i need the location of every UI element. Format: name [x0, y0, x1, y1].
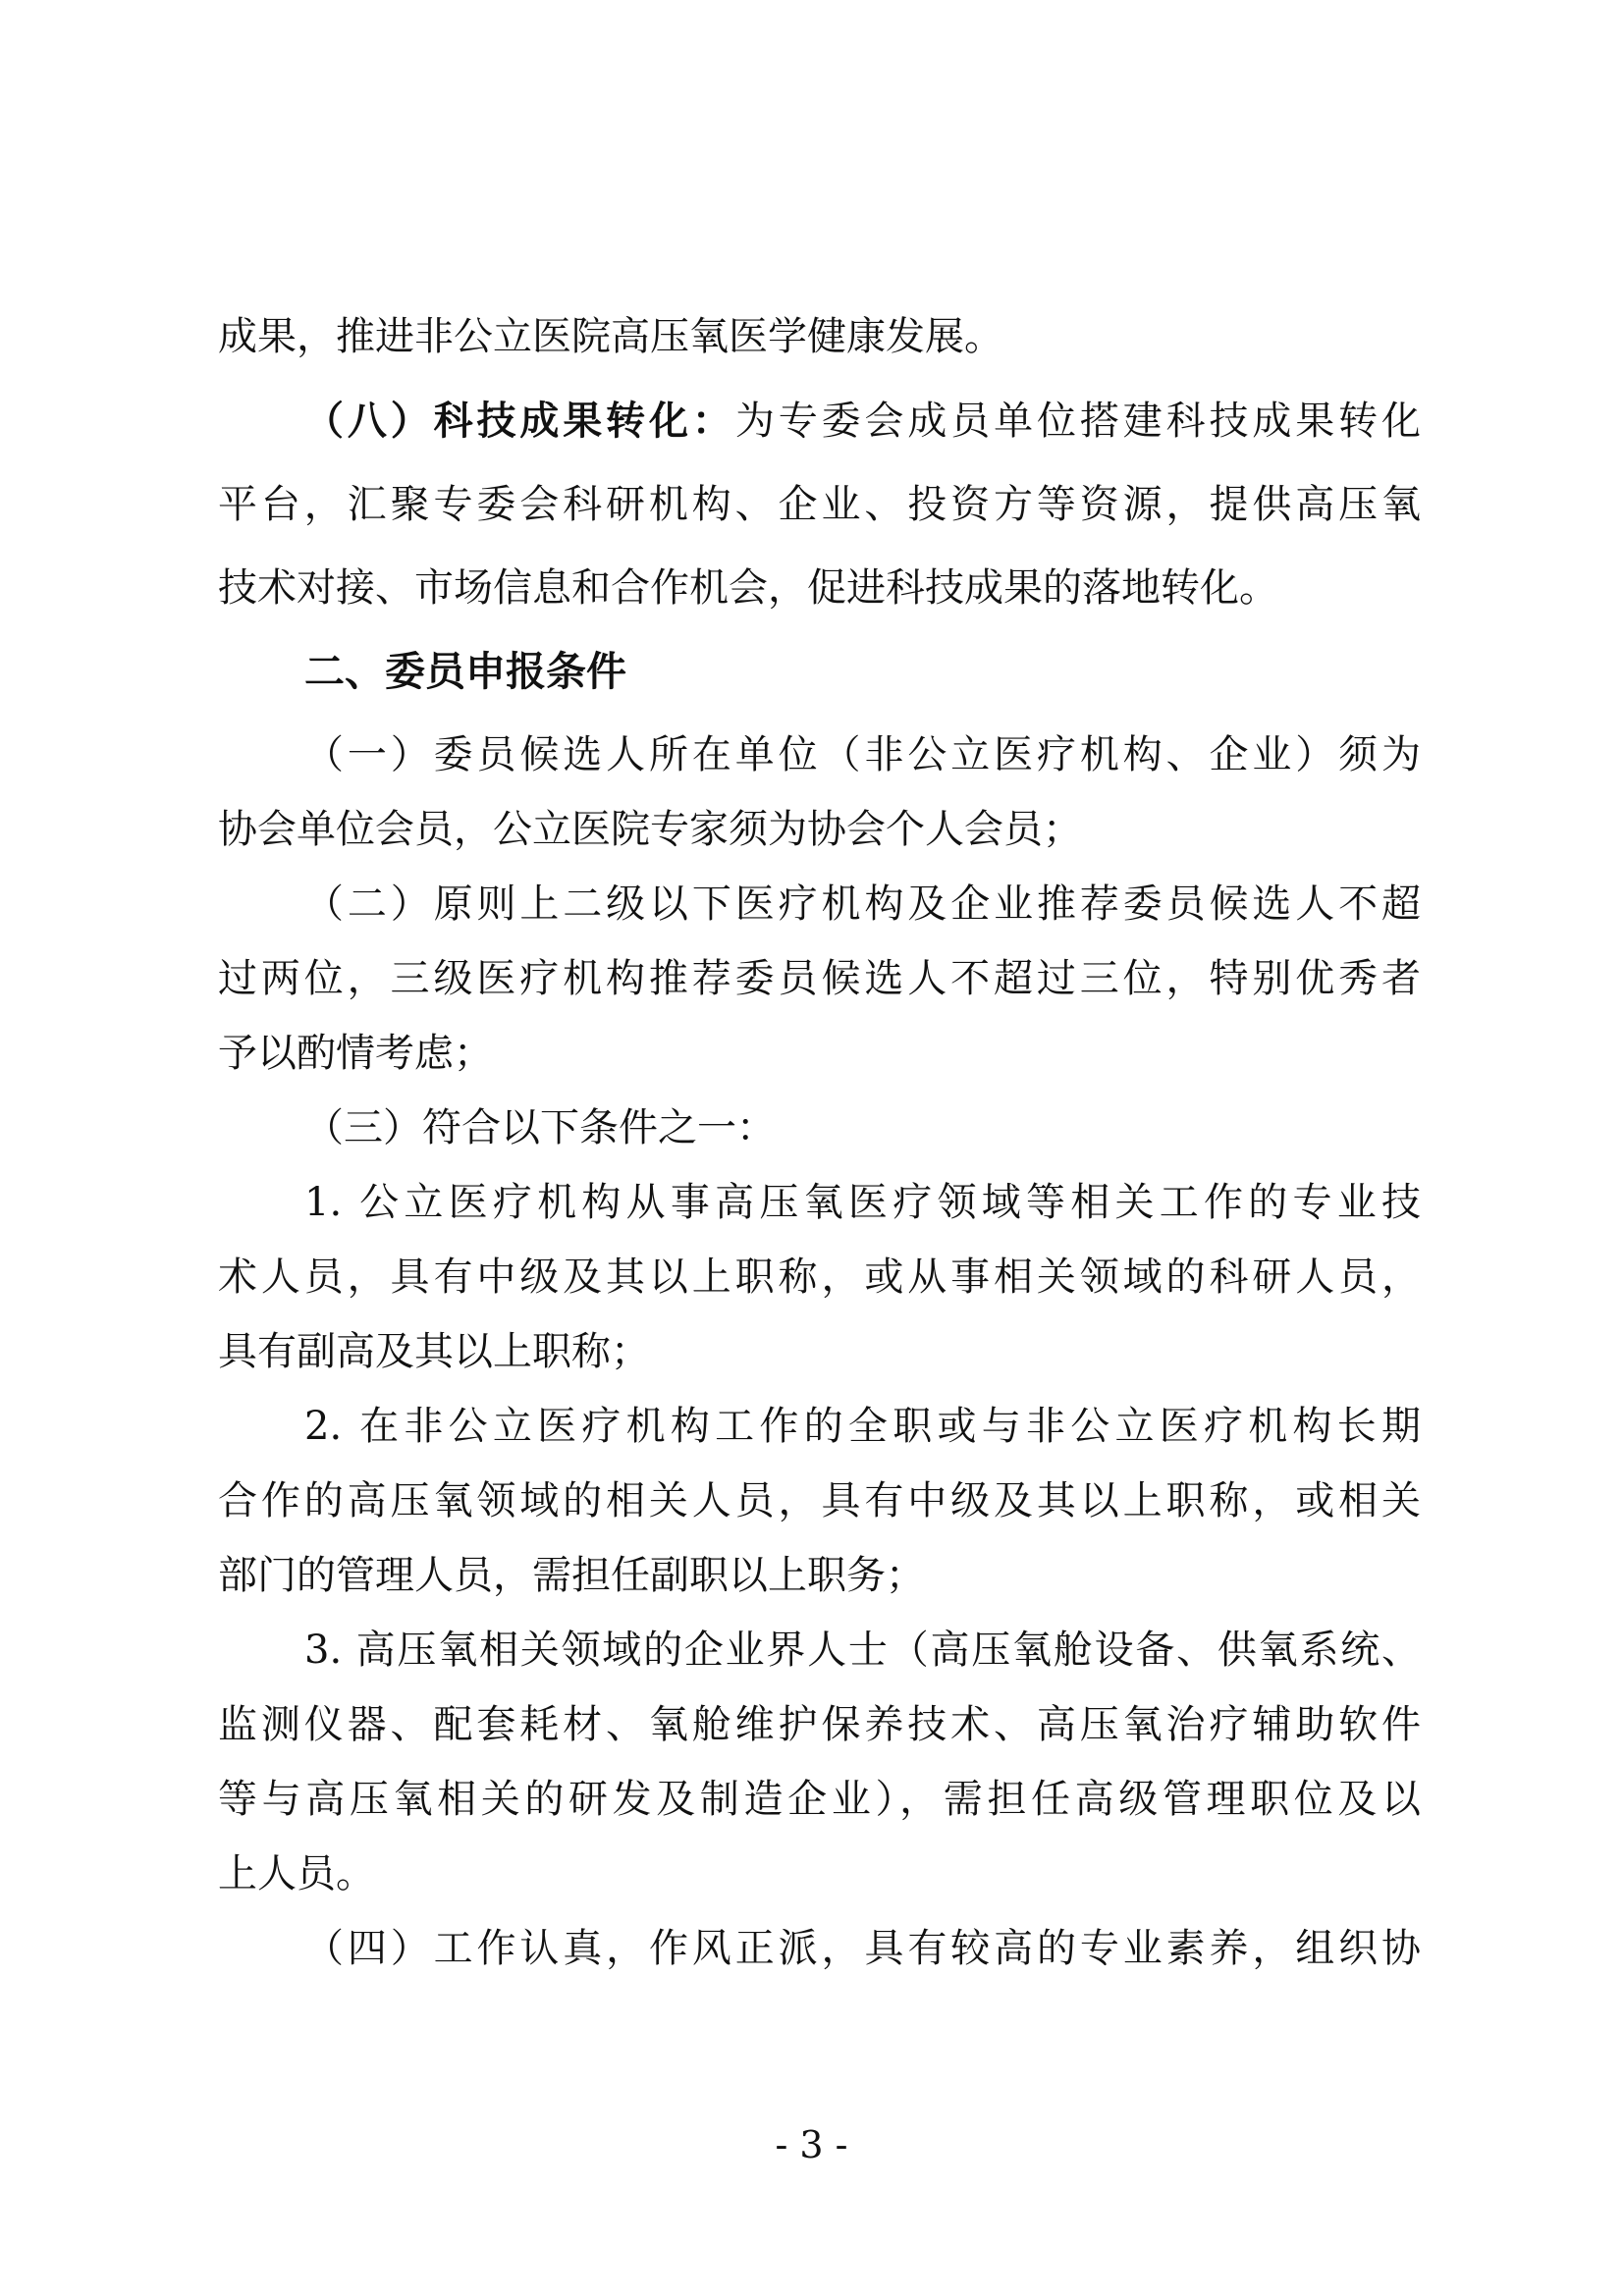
paragraph-line-19: 等与高压氧相关的研发及制造企业），需担任高级管理职位及以 — [218, 1777, 1421, 1822]
paragraph-line-21: （四）工作认真，作风正派，具有较高的专业素养，组织协 — [304, 1926, 1421, 1971]
paragraph-line-6: 协会单位会员，公立医院专家须为协会个人会员； — [218, 807, 1082, 852]
page-number: - 3 - — [775, 2123, 848, 2166]
paragraph-line-7: （二）原则上二级以下医疗机构及企业推荐委员候选人不超 — [304, 881, 1421, 927]
paragraph-line-11: 1. 公立医疗机构从事高压氧医疗领域等相关工作的专业技 — [304, 1180, 1421, 1225]
paragraph-line-12: 术人员，具有中级及其以上职称，或从事相关领域的科研人员， — [218, 1255, 1421, 1300]
paragraph-line-13: 具有副高及其以上职称； — [218, 1329, 650, 1374]
paragraph-line-15: 合作的高压氧领域的相关人员，具有中级及其以上职称，或相关 — [218, 1478, 1421, 1523]
section-heading: 二、委员申报条件 — [304, 648, 626, 695]
paragraph-line-17: 3. 高压氧相关领域的企业界人士（高压氧舱设备、供氧系统、 — [304, 1628, 1421, 1673]
paragraph-line-16: 部门的管理人员，需担任副职以上职务； — [218, 1553, 925, 1598]
section-label-8: （八）科技成果转化： — [304, 399, 735, 444]
section-text-8: 为专委会成员单位搭建科技成果转化 — [734, 399, 1422, 444]
paragraph-line-1: 成果，推进非公立医院高压氧医学健康发展。 — [218, 314, 1003, 359]
paragraph-line-2 — [304, 384, 1421, 458]
paragraph-line-4: 技术对接、市场信息和合作机会，促进科技成果的落地转化。 — [218, 565, 1278, 611]
paragraph-line-3: 平台，汇聚专委会科研机构、企业、投资方等资源，提供高压氧 — [218, 482, 1421, 527]
paragraph-line-9: 予以酌情考虑； — [218, 1031, 493, 1076]
paragraph-line-8: 过两位，三级医疗机构推荐委员候选人不超过三位，特别优秀者 — [218, 956, 1421, 1001]
paragraph-line-20: 上人员。 — [218, 1851, 375, 1896]
paragraph-line-18: 监测仪器、配套耗材、氧舱维护保养技术、高压氧治疗辅助软件 — [218, 1702, 1421, 1747]
paragraph-line-10: （三）符合以下条件之一： — [304, 1105, 776, 1150]
paragraph-line-14: 2. 在非公立医疗机构工作的全职或与非公立医疗机构长期 — [304, 1404, 1421, 1449]
paragraph-line-5: （一）委员候选人所在单位（非公立医疗机构、企业）须为 — [304, 732, 1421, 777]
